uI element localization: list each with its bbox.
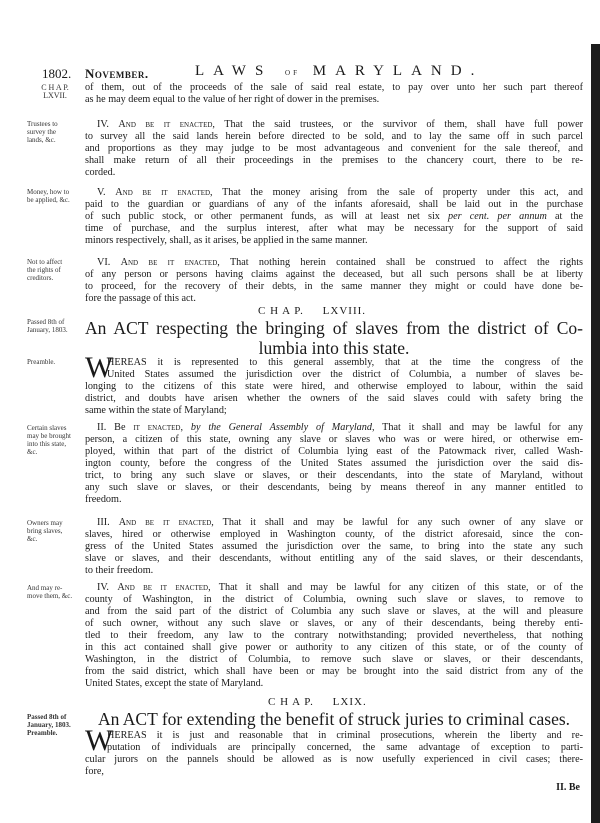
text-line bbox=[85, 187, 583, 199]
chap69-preamble bbox=[85, 724, 583, 778]
text-line: person, a citizen of this state, owning any slave or slaves who was or were hired, or otherwise em- bbox=[85, 434, 583, 445]
margin-note-line: Passed 8th of bbox=[27, 318, 65, 326]
margin-note-line: move them, &c. bbox=[27, 592, 73, 600]
text-line: freedom. bbox=[85, 494, 122, 505]
margin-note-owners bbox=[27, 519, 83, 543]
margin-note-line: &c. bbox=[27, 535, 38, 543]
margin-note-creditors bbox=[27, 258, 83, 282]
margin-note-preamble68 bbox=[27, 358, 83, 366]
catchword: II. Be bbox=[556, 782, 580, 793]
margin-note-line: bring slaves, bbox=[27, 527, 63, 535]
margin-note-line: lands, &c. bbox=[27, 136, 56, 144]
text-segment: II. Be bbox=[97, 422, 134, 433]
text-line: longing to the citizens of this state were hired, and otherwise employed to labour, within the said bbox=[85, 381, 583, 392]
margin-note-line: Passed 8th of bbox=[27, 713, 67, 721]
margin-note-money bbox=[27, 188, 83, 204]
drop-cap: W bbox=[85, 724, 114, 757]
text-segment: , That it shall and may be lawful for any such owner of any slave or bbox=[211, 517, 583, 528]
text-line: shall make return of all their proceedings in the premises to the chancery court, there to be re- bbox=[85, 155, 583, 166]
text-segment: it enacted bbox=[133, 422, 181, 433]
text-segment: And be it enacted bbox=[118, 119, 213, 130]
text-line: in this act contained shall give power or authority to any citizen of this state, or of the county of bbox=[85, 642, 583, 653]
margin-note-line: into this state, bbox=[27, 440, 67, 448]
text-segment: per cent. per annum bbox=[448, 211, 547, 222]
text-line: gress of the United States assumed the jurisdiction over the same, to bring into the state any such bbox=[85, 541, 583, 552]
text-segment: , bbox=[180, 422, 191, 433]
text-segment: , That it shall and may be lawful for any citizen of this state, or of the bbox=[208, 582, 583, 593]
margin-note-line: Owners may bbox=[27, 519, 63, 527]
margin-note-line: Trustees to bbox=[27, 120, 58, 128]
page-year: 1802. bbox=[42, 66, 72, 81]
text-segment: , That the money arising from the sale of property under this act, and bbox=[210, 187, 583, 198]
page-month: November. bbox=[85, 66, 149, 81]
text-line: fore, bbox=[85, 766, 104, 777]
text-segment: , That nothing herein contained shall be construed to affect the rights bbox=[217, 257, 583, 268]
text-line: same within the state of Maryland; bbox=[85, 405, 227, 416]
text-line: paid to the guardian or guardians of any of the infants aforesaid, shall be laid out in the purchase bbox=[85, 199, 583, 210]
text-line bbox=[85, 517, 583, 529]
text-line: corded. bbox=[85, 167, 116, 178]
chap68-title: An ACT respecting the bringing of slaves from the district of Co- lumbia into this state. bbox=[85, 318, 583, 358]
margin-note-chap67 bbox=[27, 84, 83, 100]
text-segment: of such public stock, or other permanent funds, as will at least net six bbox=[85, 211, 449, 222]
text-line: ington county, before the congress of the United States assumed the jurisdiction over the said dis- bbox=[85, 458, 583, 469]
margin-note-line: Preamble. bbox=[27, 358, 56, 366]
text-line: cular jurors on the pannels should be allowed as is now usefully experienced in civil cases; there- bbox=[85, 754, 583, 765]
text-line: to survey all the said lands herein before directed to be sold, and to lay the same off in such parcel bbox=[85, 131, 583, 142]
chap68-section-iii bbox=[85, 517, 583, 577]
margin-note-line: the rights of bbox=[27, 266, 61, 274]
text-line: putation of individuals are principally concerned, the same advantage of exception to parti- bbox=[107, 742, 583, 753]
text-line: to their freedom. bbox=[85, 565, 154, 576]
margin-note-trustees bbox=[27, 120, 83, 144]
margin-note-remove bbox=[27, 584, 83, 600]
section-vi-creditors bbox=[85, 257, 583, 305]
section-iv-trustees bbox=[85, 119, 583, 179]
text-segment: VI. bbox=[97, 257, 121, 268]
text-line: to proceed, for the recovery of their debts, in the same manner they might or could have done be- bbox=[85, 281, 583, 292]
section-v-money bbox=[85, 187, 583, 247]
chap69-heading: C H A P. LXIX. bbox=[268, 696, 367, 708]
text-segment: And be it enacted bbox=[117, 582, 209, 593]
margin-note-passed68 bbox=[27, 318, 83, 334]
margin-note-line: survey the bbox=[27, 128, 56, 136]
text-line bbox=[85, 257, 583, 269]
chap67-continuation bbox=[85, 82, 583, 106]
text-line bbox=[85, 582, 583, 594]
text-line: and proportions as they may judge to be most advantageous and convenient for the sale thereof, and bbox=[85, 143, 583, 154]
text-segment: , That the said trustees, or the survivor of them, shall have full power bbox=[212, 119, 583, 130]
text-segment: by the General Assembly of Maryland, bbox=[190, 422, 375, 433]
margin-note-line: LXVII. bbox=[43, 91, 67, 100]
margin-note-passed69 bbox=[27, 713, 83, 737]
margin-note-line: Money, how to bbox=[27, 188, 70, 196]
text-segment: III. bbox=[97, 517, 119, 528]
text-segment: at the bbox=[546, 211, 583, 222]
text-line: district, and doubts have arisen whether the owners of the said slaves could with safety bring the bbox=[85, 393, 583, 404]
text-segment: And be it enacted bbox=[118, 517, 212, 528]
chap68-section-ii bbox=[85, 422, 583, 506]
text-line: slaves, hired or otherwise employed in Washington county, of the district aforesaid, since the con- bbox=[85, 529, 583, 540]
text-line: of them, out of the proceeds of the sale of said real estate, to pay over unto her such part thereof bbox=[85, 82, 583, 93]
text-line: of any person or persons having claims against the deceased, but all such persons shall be at liberty bbox=[85, 269, 583, 280]
text-line bbox=[85, 119, 583, 131]
text-segment: And be it enacted bbox=[115, 187, 211, 198]
text-line: from the said district, which shall have been or may be brought into the said district from any of the bbox=[85, 666, 583, 677]
margin-note-line: January, 1803. bbox=[27, 326, 68, 334]
text-segment: That it shall and may be lawful for any bbox=[374, 422, 583, 433]
margin-note-line: January, 1803. bbox=[27, 721, 71, 729]
text-line bbox=[85, 422, 583, 434]
text-line: of such owner, without any such slave or slaves, or any of their descendants, being thereby enti- bbox=[85, 618, 583, 629]
text-line: any such slave or slaves, or their descendants, being by means thereof in any manner entitled to bbox=[85, 482, 583, 493]
margin-note-line: Not to affect bbox=[27, 258, 63, 266]
margin-note-line: And may re- bbox=[27, 584, 63, 592]
text-line: tled to their freedom, any law to the contrary notwithstanding; provided nevertheless, that nothing bbox=[85, 630, 583, 641]
margin-note-line: may be brought bbox=[27, 432, 71, 440]
text-line: trict, to bring any such slave or slaves, or their descendants, into the state of Maryland, without bbox=[85, 470, 583, 481]
scan-edge bbox=[591, 44, 600, 823]
text-line: Washington, in the district of Columbia, to remove such slave or slaves, or their descendants, bbox=[85, 654, 583, 665]
margin-note-line: C H A P. bbox=[41, 83, 69, 92]
margin-note-line: &c. bbox=[27, 448, 38, 456]
text-segment: IV. bbox=[97, 582, 118, 593]
margin-note-line: be applied, &c. bbox=[27, 196, 70, 204]
text-line: ployed, within that part of the district of Columbia lying east of the Patowmack river, called Wash- bbox=[85, 446, 583, 457]
margin-note-certain-slaves bbox=[27, 424, 83, 456]
chap68-heading: C H A P. LXVIII. bbox=[258, 305, 367, 317]
text-line: fore the passage of this act. bbox=[85, 293, 196, 304]
chap69-title: An ACT for extending the benefit of struck juries to criminal cases. bbox=[97, 709, 571, 729]
text-line: minors respectively, shall, as it arises, be applied in the same manner. bbox=[85, 235, 368, 246]
text-line bbox=[85, 211, 583, 223]
text-line: slave or slaves, and their descendants, without entitling any of the said slaves, or their descendants, bbox=[85, 553, 583, 564]
text-line: as he may deem equal to the value of her right of dower in the premises. bbox=[85, 94, 380, 105]
drop-cap: W bbox=[85, 351, 114, 384]
text-line: county of Washington, in the district of Columbia, owning such slave or slaves, to remove to bbox=[85, 594, 583, 605]
text-line: HEREAS it is just and reasonable that in criminal prosecutions, wherein the liberty and re- bbox=[107, 730, 583, 741]
margin-note-line: Preamble. bbox=[27, 729, 58, 737]
text-line: time of purchase, and the surplus interest, after what may be necessary for the support of said bbox=[85, 223, 583, 234]
margin-note-line: Certain slaves bbox=[27, 424, 67, 432]
chap68-section-iv bbox=[85, 582, 583, 690]
text-segment: And be it enacted bbox=[120, 257, 218, 268]
text-segment: V. bbox=[97, 187, 116, 198]
text-line: HEREAS it is represented to this general assembly, that at the time the congress of the bbox=[107, 357, 583, 368]
text-line: United States assumed the jurisdiction over the district of Columbia, a number of slaves be- bbox=[107, 369, 583, 380]
text-line: and from the said part of the district of Columbia any such slave or slaves, at the will and pleasure bbox=[85, 606, 583, 617]
text-segment: IV. bbox=[97, 119, 119, 130]
running-title: LAWS of MARYLAND. bbox=[195, 63, 484, 79]
text-line: United States, except the state of Maryland. bbox=[85, 678, 264, 689]
margin-note-line: creditors. bbox=[27, 274, 54, 282]
chap68-preamble bbox=[85, 351, 583, 417]
